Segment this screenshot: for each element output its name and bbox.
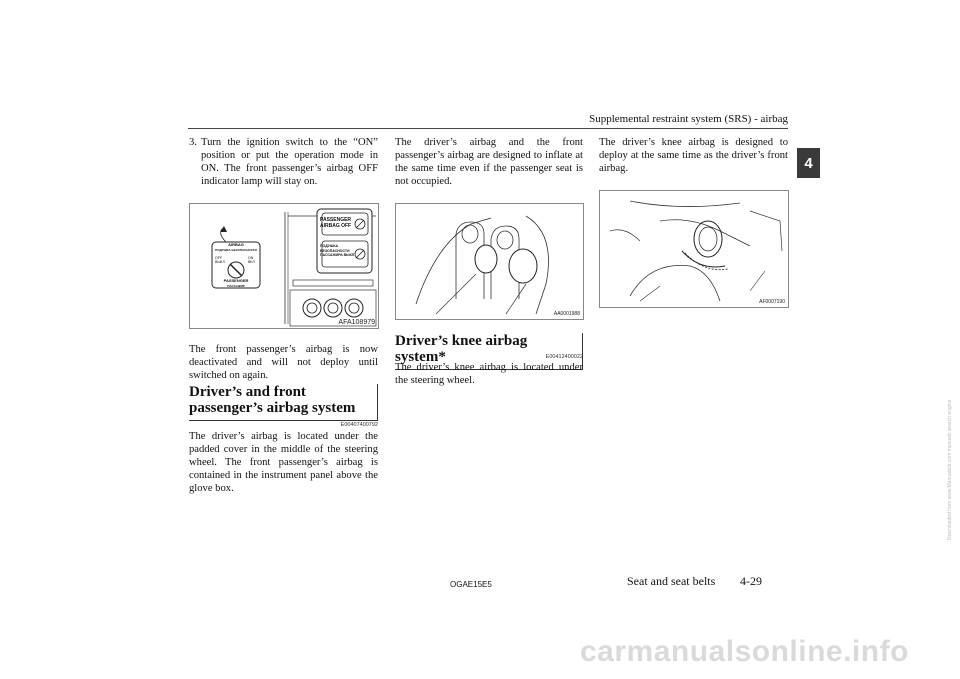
figure-label: AA0001988	[553, 311, 580, 317]
after-figure-paragraph: The front passenger’s airbag is now deactivated and will not deploy until switched on again.	[189, 344, 378, 382]
right-intro-paragraph: The driver’s knee airbag is designed to deploy at the same time as the driver’s front airbag.	[599, 137, 788, 175]
side-mark: Downloaded from www.Manualslib.com manuals search engine	[947, 399, 953, 540]
figure-label: AFA108979	[338, 319, 375, 326]
step-number: 3.	[189, 137, 197, 148]
step-text: Turn the ignition switch to the “ON” position or put the operation mode in ON. The front passenger’s airbag OFF indicator lamp will stay on.	[201, 137, 378, 188]
switch-off-text-ru: ВЫКЛ	[215, 260, 225, 264]
switch-label-airbag-ru: ПОДУШКА БЕЗОПАСНОСТИ	[215, 247, 257, 252]
section-heading-driver-passenger: Driver’s and front passenger’s airbag system	[189, 384, 378, 421]
figure-front-airbags	[395, 203, 584, 320]
switch-label-off	[215, 256, 225, 264]
switch-label-top	[214, 243, 258, 252]
section-code: E00407400792	[340, 422, 378, 428]
figure-label: AF0007190	[759, 299, 785, 305]
knee-airbag-paragraph: The driver’s knee airbag is located under the steering wheel.	[395, 362, 583, 387]
switch-on-text-ru: ВКЛ	[248, 260, 255, 264]
watermark: carmanualsonline.info	[580, 635, 909, 668]
switch-label-passenger: PASSENGER	[223, 278, 249, 283]
switch-label-bottom	[214, 279, 258, 288]
chapter-tab: 4	[797, 148, 820, 178]
footer-section-name: Seat and seat belts	[627, 574, 716, 588]
switch-off-text: OFF	[215, 256, 222, 260]
left-column-step	[189, 136, 378, 188]
lamp-label-bottom: ПОДУШКА БЕЗОПАСНОСТИ ПАССАЖИРА ВЫКЛ	[320, 244, 355, 257]
switch-label-passenger-ru: ПАССАЖИР	[227, 283, 245, 288]
figure-airbag-off-switch	[189, 203, 379, 329]
figure-knee-airbag	[599, 190, 789, 308]
model-code: OGAE15E5	[450, 580, 492, 589]
switch-label-airbag: AIRBAG	[228, 242, 244, 247]
running-header-title: Supplemental restraint system (SRS) - airbag	[589, 113, 788, 125]
knee-airbag-illustration	[600, 191, 788, 307]
step-3	[189, 136, 378, 188]
section-paragraph: The driver’s airbag is located under the padded cover in the middle of the steering wheel. The front passenger’s airbag is contained in the instrument panel above the glove box.	[189, 431, 378, 495]
page-number: 4-29	[740, 574, 762, 588]
section-code: E00412400022	[545, 354, 583, 360]
airbags-illustration	[396, 204, 583, 319]
switch-label-on	[248, 256, 255, 264]
middle-intro-paragraph: The driver’s airbag and the front passenger’s airbag are designed to inflate at the same time even if the passenger seat is not occupied.	[395, 137, 583, 188]
header-rule	[188, 128, 788, 129]
section-heading-knee-airbag: Driver’s knee airbag system*	[395, 333, 583, 370]
lamp-label-top: PASSENGER AIRBAG OFF	[320, 217, 352, 229]
switch-on-text: ON	[248, 256, 254, 260]
